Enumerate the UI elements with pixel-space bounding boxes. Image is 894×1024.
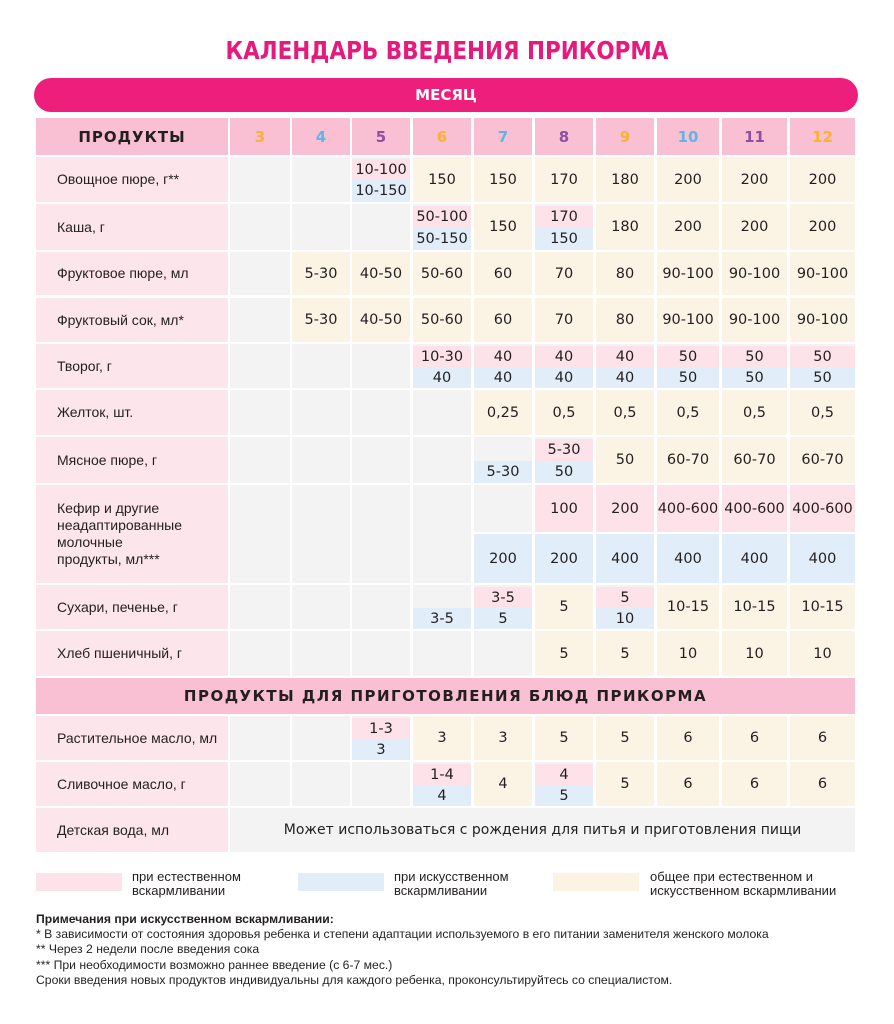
empty-cell [230, 204, 290, 250]
value-cell-natural: 10-30 [413, 346, 471, 367]
legend-swatch [298, 873, 384, 891]
value-cell-artificial: 5-30 [474, 461, 532, 483]
water-note: Может использоваться с рождения для питья и приготовления пищи [230, 808, 855, 852]
empty-cell [230, 157, 290, 202]
legend-label-line: общее при естественном и [650, 869, 814, 884]
value-cell-common: 40-50 [352, 252, 410, 295]
value-cell-common: 90-100 [790, 298, 855, 342]
legend-label-line: при искусственном [394, 869, 509, 884]
value-cell-natural: 4 [535, 764, 593, 785]
empty-cell [292, 485, 350, 583]
value-cell-artificial: 3-5 [413, 608, 471, 629]
value-cell-artificial: 50 [722, 367, 787, 388]
empty-cell [292, 204, 350, 250]
product-label: Кефир и другие неадаптированные молочные продукты, мл*** [36, 485, 228, 583]
value-cell-common: 150 [474, 157, 532, 202]
value-cell-natural: 40 [474, 346, 532, 367]
value-cell-common: 40-50 [352, 298, 410, 342]
month-header-3: 3 [230, 118, 290, 155]
value-cell-common: 0,5 [535, 390, 593, 435]
product-label: Овощное пюре, г** [36, 157, 228, 202]
empty-cell [413, 485, 471, 583]
month-header-bar: МЕСЯЦ [34, 78, 858, 112]
value-cell-natural: 1-3 [352, 718, 410, 739]
value-cell-natural: 40 [596, 346, 654, 367]
value-cell-common: 60 [474, 298, 532, 342]
value-cell-common: 10 [657, 631, 719, 676]
value-cell-artificial: 50 [657, 367, 719, 388]
value-cell-common: 10 [722, 631, 787, 676]
empty-cell [292, 585, 350, 629]
product-label: Фруктовое пюре, мл [36, 252, 228, 295]
month-header-11: 11 [722, 118, 787, 155]
value-cell-common: 60 [474, 252, 532, 295]
legend-label-line: вскармливании [394, 883, 488, 898]
note-line: *** При необходимости возможно раннее введение (с 6-7 мес.) [36, 957, 393, 972]
value-cell-natural: 10-100 [352, 159, 410, 180]
value-cell-common: 200 [657, 204, 719, 250]
value-cell-artificial: 5 [535, 785, 593, 806]
value-cell-common: 3 [413, 716, 471, 760]
empty-cell [230, 485, 290, 583]
legend-label [132, 870, 241, 898]
value-cell-common: 5 [596, 631, 654, 676]
value-cell-artificial: 5 [474, 608, 532, 629]
products-header: ПРОДУКТЫ [36, 118, 228, 155]
value-cell-common: 6 [657, 762, 719, 806]
value-cell-artificial: 200 [535, 534, 593, 583]
notes-heading: Примечания при искусственном вскармливании: [36, 912, 334, 926]
value-cell-common: 0,25 [474, 390, 532, 435]
value-cell-common: 60-70 [722, 437, 787, 483]
value-cell-artificial: 400 [790, 534, 855, 583]
note-line: * В зависимости от состояния здоровья ребенка и степени адаптации используемого в его питании заменителя женского молока [36, 927, 769, 942]
value-cell-common: 0,5 [657, 390, 719, 435]
notes [36, 912, 876, 988]
value-cell-common: 10-15 [657, 585, 719, 629]
product-label: Детская вода, мл [36, 808, 228, 852]
value-cell-artificial: 10 [596, 608, 654, 629]
value-cell-common: 60-70 [790, 437, 855, 483]
empty-cell [352, 437, 410, 483]
value-cell-common: 80 [596, 298, 654, 342]
value-cell-common: 5 [535, 716, 593, 760]
value-cell-common: 10 [790, 631, 855, 676]
empty-cell [352, 390, 410, 435]
value-cell-common: 5 [535, 631, 593, 676]
value-cell-artificial: 10-150 [352, 180, 410, 202]
value-cell-common: 200 [790, 157, 855, 202]
value-cell-common: 200 [722, 157, 787, 202]
value-cell-common: 180 [596, 204, 654, 250]
value-cell-common: 80 [596, 252, 654, 295]
value-cell-common: 50-60 [413, 298, 471, 342]
value-cell-common: 70 [535, 252, 593, 295]
legend-label [650, 870, 836, 898]
product-label: Мясное пюре, г [36, 437, 228, 483]
legend-swatch [553, 873, 639, 891]
empty-cell [230, 298, 290, 342]
value-cell-artificial: 40 [413, 367, 471, 388]
value-cell-artificial: 50 [790, 367, 855, 388]
product-label: Фруктовый сок, мл* [36, 298, 228, 342]
value-cell-common: 5 [596, 716, 654, 760]
value-cell-common: 0,5 [790, 390, 855, 435]
value-cell-artificial: 400 [596, 534, 654, 583]
value-cell-common: 170 [535, 157, 593, 202]
empty-cell [292, 762, 350, 806]
empty-cell [292, 157, 350, 202]
value-cell-natural: 1-4 [413, 764, 471, 785]
month-header-7: 7 [474, 118, 532, 155]
empty-cell [352, 631, 410, 676]
value-cell-artificial: 4 [413, 785, 471, 806]
product-label: Творог, г [36, 344, 228, 388]
value-cell-natural: 5 [596, 587, 654, 608]
empty-cell [292, 631, 350, 676]
value-cell-common: 90-100 [657, 298, 719, 342]
empty-cell [230, 344, 290, 388]
value-cell-natural: 50 [790, 346, 855, 367]
product-label: Сливочное масло, г [36, 762, 228, 806]
value-cell-artificial: 50-150 [413, 228, 471, 250]
value-cell-common: 90-100 [790, 252, 855, 295]
month-header-9: 9 [596, 118, 654, 155]
value-cell-common: 6 [657, 716, 719, 760]
value-cell-natural: 170 [535, 206, 593, 228]
legend-label [394, 870, 509, 898]
section-cooking-products: ПРОДУКТЫ ДЛЯ ПРИГОТОВЛЕНИЯ БЛЮД ПРИКОРМА [36, 678, 855, 714]
value-cell-natural: 50 [657, 346, 719, 367]
value-cell-artificial: 40 [535, 367, 593, 388]
value-cell-artificial: 400 [657, 534, 719, 583]
empty-cell [230, 631, 290, 676]
empty-cell [352, 485, 410, 583]
empty-cell [230, 390, 290, 435]
month-header-8: 8 [535, 118, 593, 155]
empty-cell [230, 437, 290, 483]
value-cell-common: 0,5 [722, 390, 787, 435]
value-cell-natural: 50-100 [413, 206, 471, 228]
empty-cell [230, 585, 290, 629]
value-cell-common: 5-30 [292, 298, 350, 342]
product-label: Сухари, печенье, г [36, 585, 228, 629]
month-header-4: 4 [292, 118, 350, 155]
product-label: Хлеб пшеничный, г [36, 631, 228, 676]
empty-cell [292, 390, 350, 435]
value-cell-common: 0,5 [596, 390, 654, 435]
value-cell-common: 6 [790, 762, 855, 806]
legend-label-line: вскармливании [132, 883, 226, 898]
value-cell-common: 150 [413, 157, 471, 202]
value-cell-common: 50 [596, 437, 654, 483]
empty-cell [292, 437, 350, 483]
value-cell-common: 90-100 [657, 252, 719, 295]
note-line: Сроки введения новых продуктов индивидуальны для каждого ребенка, проконсультируйтесь со специалистом. [36, 972, 673, 987]
empty-cell [292, 716, 350, 760]
value-cell-common: 5 [535, 585, 593, 629]
empty-cell [230, 762, 290, 806]
value-cell-common: 200 [657, 157, 719, 202]
value-cell-natural: 400-600 [790, 485, 855, 532]
empty-cell [230, 716, 290, 760]
value-cell-natural: 5-30 [535, 439, 593, 461]
legend-label-line: при естественном [132, 869, 241, 884]
value-cell-artificial: 40 [474, 367, 532, 388]
month-header-10: 10 [657, 118, 719, 155]
month-header-6: 6 [413, 118, 471, 155]
value-cell-common: 6 [722, 716, 787, 760]
value-cell-natural: 50 [722, 346, 787, 367]
value-cell-common: 150 [474, 204, 532, 250]
value-cell-natural: 400-600 [657, 485, 719, 532]
value-cell-artificial: 3 [352, 739, 410, 760]
month-header-5: 5 [352, 118, 410, 155]
value-cell-common: 5-30 [292, 252, 350, 295]
value-cell-common: 70 [535, 298, 593, 342]
empty-cell [352, 204, 410, 250]
empty-cell [352, 585, 410, 629]
value-cell-common: 200 [722, 204, 787, 250]
page-title: КАЛЕНДАРЬ ВВЕДЕНИЯ ПРИКОРМА [225, 36, 669, 65]
value-cell-artificial: 40 [596, 367, 654, 388]
value-cell-common: 6 [790, 716, 855, 760]
empty-cell [413, 390, 471, 435]
empty-cell [474, 631, 532, 676]
value-cell-common: 10-15 [722, 585, 787, 629]
value-cell-artificial: 50 [535, 461, 593, 483]
value-cell-natural: 40 [535, 346, 593, 367]
value-cell-artificial: 150 [535, 228, 593, 250]
value-cell-natural: 400-600 [722, 485, 787, 532]
product-label: Каша, г [36, 204, 228, 250]
empty-cell [230, 252, 290, 295]
month-header-12: 12 [790, 118, 855, 155]
value-cell-common: 6 [722, 762, 787, 806]
value-cell-natural: 200 [596, 485, 654, 532]
value-cell-common: 50-60 [413, 252, 471, 295]
empty-cell [352, 762, 410, 806]
value-cell-common: 200 [790, 204, 855, 250]
empty-cell [413, 437, 471, 483]
value-cell-common: 10-15 [790, 585, 855, 629]
note-line: ** Через 2 недели после введения сока [36, 942, 260, 957]
product-label: Желток, шт. [36, 390, 228, 435]
value-cell-natural: 3-5 [474, 587, 532, 608]
value-cell-common: 4 [474, 762, 532, 806]
value-cell-common: 90-100 [722, 252, 787, 295]
empty-cell [413, 631, 471, 676]
value-cell-natural: 100 [535, 485, 593, 532]
value-cell-common: 60-70 [657, 437, 719, 483]
empty-cell [352, 344, 410, 388]
legend-swatch [36, 873, 122, 891]
empty-cell [474, 485, 532, 532]
empty-cell [292, 344, 350, 388]
value-cell-artificial: 200 [474, 534, 532, 583]
value-cell-common: 5 [596, 762, 654, 806]
value-cell-common: 90-100 [722, 298, 787, 342]
product-label: Растительное масло, мл [36, 716, 228, 760]
value-cell-common: 180 [596, 157, 654, 202]
legend-label-line: искусственном вскармливании [650, 883, 837, 898]
value-cell-artificial: 400 [722, 534, 787, 583]
value-cell-common: 3 [474, 716, 532, 760]
